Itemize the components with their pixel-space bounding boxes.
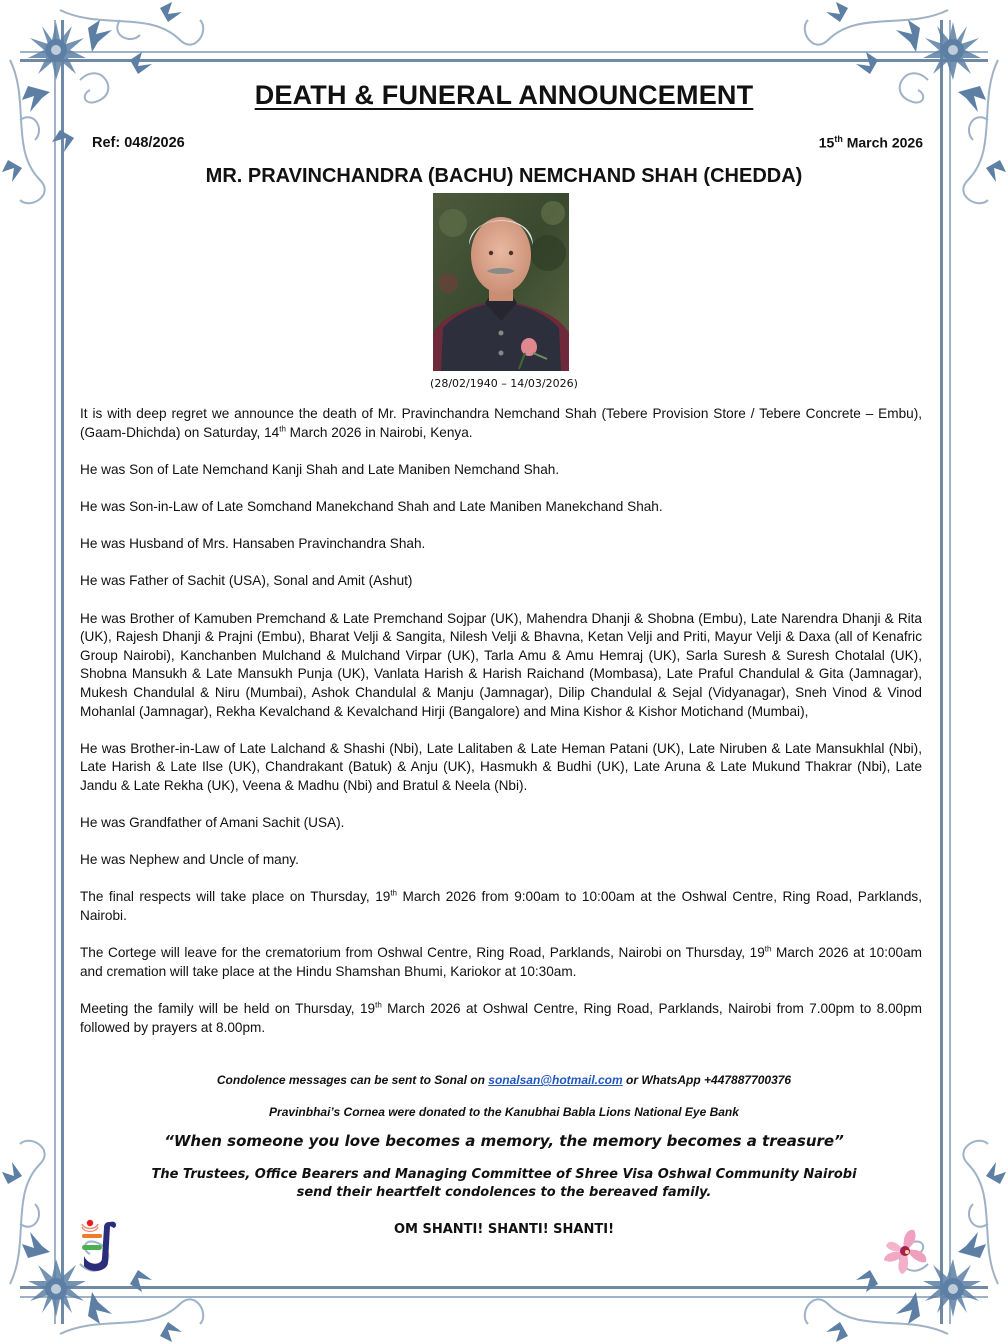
ordinal-suffix: th bbox=[764, 944, 772, 954]
paragraph-text: March 2026 at 10:00am and cremation will take place at the Hindu Shamshan Bhumi, Kariokor at 10:30am. bbox=[80, 945, 922, 979]
paragraph-grandfather: He was Grandfather of Amani Sachit (USA). bbox=[80, 815, 345, 831]
paragraph-cortege bbox=[80, 944, 922, 981]
paragraph-brother-in-law: He was Brother-in-Law of Late Lalchand & Shashi (Nbi), Late Lalitaben & Late Heman Patani (UK), Late Niruben & Late Mansukhlal (Nbi), Late Harish & Late Ilse (UK), Chandrakant (Batuk) & Anju (UK), Hasmukh & Budhi (UK), Late Aruna & Late Mukund Thakrar (Nbi), Late Jandu & Late Rekha (UK), Veena & Madhu (Nbi) and Bratul & Neela (Nbi). bbox=[80, 740, 922, 793]
closing-prayer: OM SHANTI! SHANTI! SHANTI! bbox=[393, 1222, 615, 1237]
paragraph-brother: He was Brother of Kamuben Premchand & Late Premchand Sojpar (UK), Mahendra Dhanji & Shobna (Embu), Late Narendra Dhanji & Rita (UK), Rajesh Dhanji & Prajni (Embu), Bharat Velji & Sangita, Nilesh Velji & Bhavna, Ketan Velji and Priti, Mayur Velji & Daxa (all of Kenafric Group Nairobi), Kanchanben Mulchand & Mulchand Virpar (UK), Tarla Amu & Amu Hemraj (UK), Sarla Suresh & Suresh Chotalal (UK), Shobna Mansukh & Late Mansukh Punja (UK), Vanlata Harish & Harish Raichand (Mombasa), Late Praful Chandulal & Gita (Jamnagar), Mukesh Chandulal & Niru (Mumbai), Ashok Chandulal & Manju (Jamnagar), Dilip Chandulal & Sejal (Vidyanagar), Sneh Vinod & Vinod Mohanlal (Jamnagar), Rekha Kevalchand & Kevalchand Hirji (Bangalore) and Mina Kishor & Kishor Motichand (Mumbai), bbox=[80, 610, 922, 719]
oshwal-community-logo-icon bbox=[80, 1218, 120, 1274]
trustees-line-1: The Trustees, Office Bearers and Managing Committee of Shree Visa Oshwal Community Nairobi bbox=[151, 1167, 857, 1182]
paragraph-text: March 2026 at Oshwal Centre, Ring Road, Parklands, Nairobi from 7.00pm to 8.00pm followed by prayers at 8.00pm. bbox=[80, 1001, 922, 1035]
paragraph-husband: He was Husband of Mrs. Hansaben Pravinchandra Shah. bbox=[80, 536, 426, 552]
paragraph-son-in-law: He was Son-in-Law of Late Somchand Manekchand Shah and Late Maniben Manekchand Shah. bbox=[80, 498, 663, 514]
memorial-quote: “When someone you love becomes a memory, the memory becomes a treasure” bbox=[164, 1132, 844, 1150]
ordinal-suffix: th bbox=[390, 888, 397, 898]
paragraph-text: The final respects will take place on Thursday, 19 bbox=[80, 889, 391, 905]
page-title bbox=[0, 80, 1008, 111]
condolence-text: Condolence messages can be sent to Sonal on bbox=[216, 1073, 489, 1087]
reference-number: Ref: 048/2026 bbox=[92, 135, 185, 151]
paragraph-death-notice bbox=[80, 405, 922, 442]
paragraph-son-of: He was Son of Late Nemchand Kanji Shah and Late Maniben Nemchand Shah. bbox=[80, 461, 560, 477]
cornea-donation-note: Pravinbhai’s Cornea were donated to the Kanubhai Babla Lions National Eye Bank bbox=[269, 1105, 739, 1119]
paragraph-text: March 2026 from 9:00am to 10:00am at the Oshwal Centre, Ring Road, Parklands, Nairobi. bbox=[80, 889, 922, 924]
paragraph-nephew-uncle: He was Nephew and Uncle of many. bbox=[80, 852, 299, 868]
paragraph-text: Meeting the family will be held on Thursday, 19 bbox=[80, 1001, 376, 1016]
paragraph-meeting-family bbox=[80, 1000, 922, 1037]
life-dates: (28/02/1940 – 14/03/2026) bbox=[430, 377, 578, 390]
date-month-year: March 2026 bbox=[842, 134, 923, 151]
date-suffix: th bbox=[834, 134, 843, 144]
trustees-line-2: send their heartfelt condolences to the bereaved family. bbox=[296, 1185, 712, 1200]
ordinal-suffix: th bbox=[375, 1000, 382, 1010]
portrait-photo bbox=[433, 193, 569, 371]
paragraph-text: The Cortege will leave for the crematorium from Oshwal Centre, Ring Road, Parklands, Nairobi on Thursday, 19 bbox=[80, 945, 765, 961]
date-day: 15 bbox=[818, 134, 835, 151]
paragraph-text: March 2026 in Nairobi, Kenya. bbox=[285, 424, 473, 440]
ordinal-suffix: th bbox=[279, 424, 286, 434]
paragraph-text: It is with deep regret we announce the death of Mr. Pravinchandra Nemchand Shah (Tebere Provision Store / Tebere Concrete – Embu), (Gaam-Dhichda) on Saturday, 14 bbox=[80, 406, 922, 440]
trustees-condolence bbox=[0, 1166, 1008, 1202]
page-title-text: DEATH & FUNERAL ANNOUNCEMENT bbox=[254, 80, 754, 110]
paragraph-final-respects bbox=[80, 888, 922, 925]
paragraph-father: He was Father of Sachit (USA), Sonal and Amit (Ashut) bbox=[80, 573, 413, 589]
whatsapp-text: or WhatsApp +447887700376 bbox=[622, 1073, 792, 1087]
condolence-contact bbox=[0, 1073, 1008, 1087]
announcement-body bbox=[80, 405, 922, 1056]
pink-orchid-icon bbox=[880, 1226, 932, 1278]
deceased-name: MR. PRAVINCHANDRA (BACHU) NEMCHAND SHAH (CHEDDA) bbox=[205, 165, 803, 187]
announcement-date bbox=[819, 134, 923, 151]
email-link[interactable]: sonalsan@hotmail.com bbox=[488, 1073, 623, 1087]
